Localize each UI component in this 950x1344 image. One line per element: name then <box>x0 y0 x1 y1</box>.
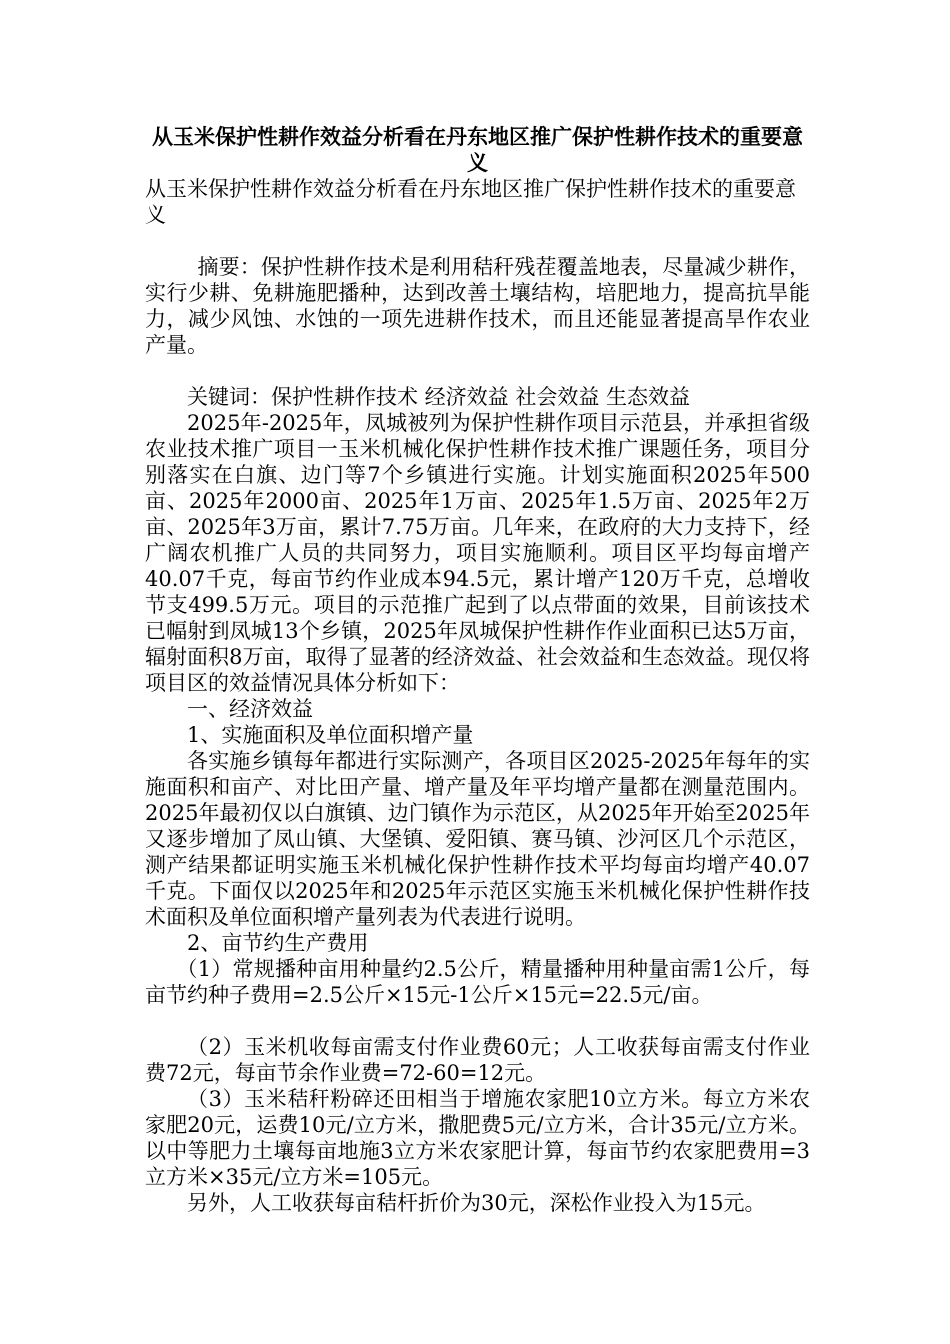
cost-item-harvest: （2）玉米机收每亩需支付作业费60元；人工收获每亩需支付作业费72元，每亩节余作业费=72-60=12元。 <box>145 1035 810 1085</box>
subsection-heading-yield: 1、实施面积及单位面积增产量 <box>187 723 474 747</box>
cost-item-straw: （3）玉米秸秆粉碎还田相当于增施农家肥10立方米。每立方米农家肥20元，运费10元/立方米，撒肥费5元/立方米，合计35元/立方米。以中等肥力土壤每亩地施3立方米农家肥计算，每亩节约农家肥费用=3立方米×35元/立方米=105元。 <box>145 1087 810 1189</box>
subsection-heading-cost: 2、亩节约生产费用 <box>187 931 369 955</box>
blank-line <box>145 358 810 384</box>
blank-line <box>145 228 810 254</box>
section-heading-economic: 一、经济效益 <box>187 697 313 721</box>
yield-paragraph: 各实施乡镇每年都进行实际测产，各项目区2025-2025年每年的实施面积和亩产、对比田产量、增产量及年平均增产量都在测量范围内。2025年最初仅以白旗镇、边门镇作为示范区，从2025年开始至2025年又逐步增加了凤山镇、大堡镇、爱阳镇、赛马镇、沙河区几个示范区，测产结果都证明实施玉米机械化保护性耕作技术平均每亩均增产40.07千克。下面仅以2025年和2025年示范区实施玉米机械化保护性耕作技术面积及单位面积增产量列表为代表进行说明。 <box>145 749 810 929</box>
document-subtitle: 从玉米保护性耕作效益分析看在丹东地区推广保护性耕作技术的重要意义 <box>145 177 796 227</box>
abstract-paragraph: 摘要：保护性耕作技术是利用秸秆残茬覆盖地表，尽量减少耕作，实行少耕、免耕施肥播种，达到改善土壤结构，培肥地力，提高抗旱能力，减少风蚀、水蚀的一项先进耕作技术，而且还能显著提高旱作农业产量。 <box>145 255 810 357</box>
keywords-paragraph: 关键词：保护性耕作技术 经济效益 社会效益 生态效益 <box>187 385 691 409</box>
cost-item-seed: （1）常规播种亩用种量约2.5公斤，精量播种用种量亩需1公斤，每亩节约种子费用=2.5公斤×15元-1公斤×15元=22.5元/亩。 <box>145 957 810 1007</box>
document-page <box>145 124 810 1216</box>
intro-paragraph: 2025年-2025年，凤城被列为保护性耕作项目示范县，并承担省级农业技术推广项目一玉米机械化保护性耕作技术推广课题任务，项目分别落实在白旗、边门等7个乡镇进行实施。计划实施面积2025年500亩、2025年2000亩、2025年1万亩、2025年1.5万亩、2025年2万亩、2025年3万亩，累计7.75万亩。几年来，在政府的大力支持下，经广阔农机推广人员的共同努力，项目实施顺利。项目区平均每亩增产40.07千克，每亩节约作业成本94.5元，累计增产120万千克，总增收节支499.5万元。项目的示范推广起到了以点带面的效果，目前该技术已幅射到凤城13个乡镇，2025年凤城保护性耕作作业面积已达5万亩，辐射面积8万亩，取得了显著的经济效益、社会效益和生态效益。现仅将项目区的效益情况具体分析如下： <box>145 411 810 695</box>
other-cost-paragraph: 另外，人工收获每亩秸杆折价为30元，深松作业投入为15元。 <box>187 1191 766 1215</box>
blank-line <box>145 1008 810 1034</box>
document-title: 从玉米保护性耕作效益分析看在丹东地区推广保护性耕作技术的重要意义 <box>152 124 803 175</box>
